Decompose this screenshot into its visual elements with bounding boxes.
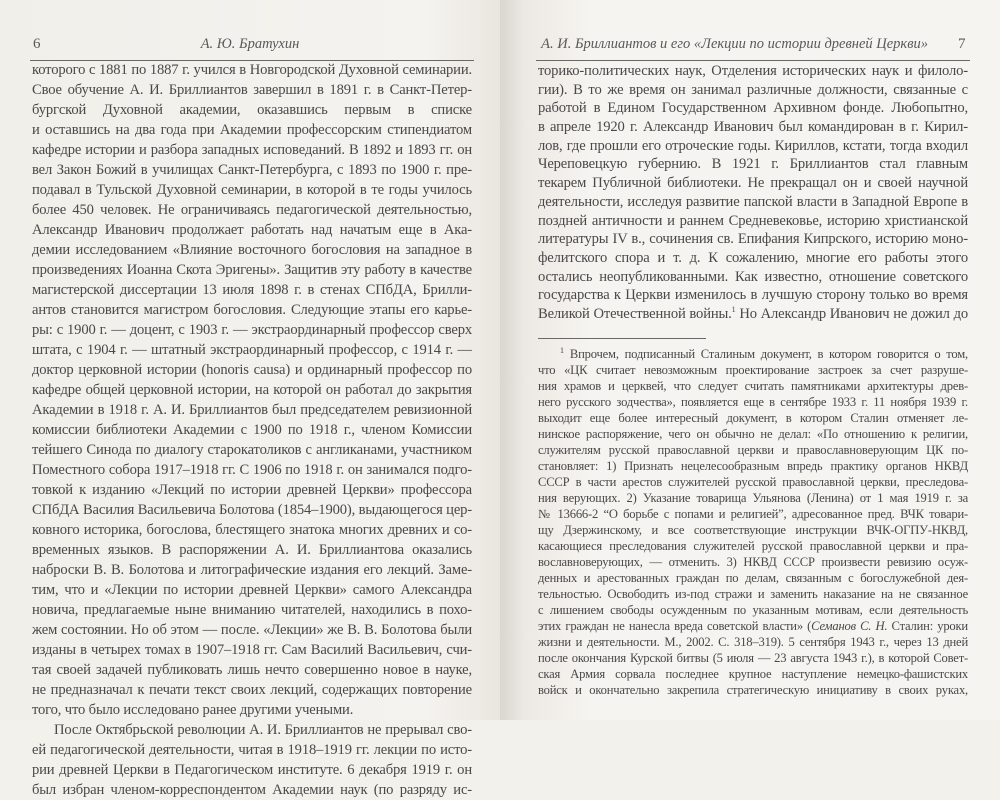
text-line: жем состоянии. Но об этом — после. «Лекции» же В. В. Болотова были xyxy=(32,622,472,638)
text-line: произведениях Иоанна Скота Эригены». Защитив эту работу в качестве xyxy=(32,262,472,278)
text-line xyxy=(538,618,968,634)
text-line: более 450 человек. Не ограничиваясь педагогической деятельностью, xyxy=(32,202,472,218)
text-line: тим, что и «Лекции по истории древней Церкви» самого Александра xyxy=(32,582,472,598)
text-line: был избран членом-корреспондентом Академии наук (по разряду ис- xyxy=(32,782,472,798)
text-line: вославноверующих, — отменить. 3) НКВД СССР произвести ревизию осуж- xyxy=(538,555,968,569)
text-line: становляет: 1) Признать нецелесообразным впредь практику органов НКВД xyxy=(538,459,968,473)
header-rule xyxy=(536,60,970,61)
text-fragment: Но Александр Иванович не дожил до xyxy=(735,305,968,322)
text-line: с лишением свободы осужденным по указанным мотивам, если деятельность xyxy=(538,603,968,617)
text-line: и оставшись на два года при Академии профессорским стипендиатом xyxy=(32,122,472,138)
text-line: него русского зодчества», появляется еще в сентябре 1933 г. 11 ноября 1939 г. xyxy=(538,395,968,409)
text-line: ния храмов и церквей, что следует считать памятниками архитектуры древ- xyxy=(538,379,968,393)
text-line: подавал в Тульской Духовной семинарии, в которой в те годы училось xyxy=(32,182,472,198)
text-line: торико-политических наук, Отделения исторических наук и филоло- xyxy=(538,63,968,79)
text-fragment: Великой Отечественной войны. xyxy=(538,305,732,322)
text-fragment: этих граждан не нанесла вреда советской власти» ( xyxy=(538,619,812,633)
running-header: А. И. Бриллиантов и его «Лекции по истории древней Церкви» xyxy=(541,36,928,52)
text-line: ковного историка, богослова, блестящего знатока многих древних и со- xyxy=(32,522,472,538)
text-line: которого с 1881 по 1887 г. учился в Новгородской Духовной семинарии. xyxy=(32,62,472,78)
text-line: Академии в 1918 г. А. И. Бриллиантов был председателем ревизионной xyxy=(32,402,472,418)
text-line xyxy=(538,346,968,362)
text-line: остались неопубликованными. Как известно, отношение советского xyxy=(538,268,968,285)
text-line: выходит еще более интересный документ, в котором Сталин отменяет ле- xyxy=(538,411,968,425)
text-line: кафедре общей церковной истории, на которой он работал до закрытия xyxy=(32,382,472,398)
text-line: тельностью. Освободить из-под стражи и заменить наказание на не связанное xyxy=(538,587,968,601)
text-line: войск и окончательно закрепила стратегическую инициативу в своих руках, xyxy=(538,683,968,697)
text-line: после окончания Курской битвы (5 июля — 23 августа 1943 г.), в которой Совет- xyxy=(538,651,968,665)
text-line: лов, где прошли его отроческие годы. Кириллов, кстати, тогда входил xyxy=(538,137,968,154)
text-line: После Октябрьской революции А. И. Бриллиантов не прерывал сво- xyxy=(54,722,472,738)
footnote-marker: 1 xyxy=(560,346,564,355)
text-line: рии древней Церкви в Педагогическом институте. 6 декабря 1919 г. он xyxy=(32,762,472,778)
text-line: СССР в части арестов служителей русской православной церкви, преследова- xyxy=(538,475,968,489)
page-number: 7 xyxy=(958,36,966,52)
text-line: кафедре истории и разбора западных исповеданий. В 1892 и 1893 гг. он xyxy=(32,142,472,158)
text-line xyxy=(538,305,968,324)
text-line: служителям русской православной церкви и православноверующим ЦК по- xyxy=(538,443,968,457)
text-line: Свое обучение А. И. Бриллиантов завершил в 1891 г. в Санкт-Петер- xyxy=(32,82,472,98)
text-line: вел Закон Божий в училищах Санкт-Петербурга, с 1893 по 1900 г. пре- xyxy=(32,162,472,178)
text-line: магистерской диссертации 13 июля 1898 г. в стенах СПбДА, Брилли- xyxy=(32,282,472,298)
body-text xyxy=(538,62,968,324)
text-line: временных языков. В распоряжении А. И. Бриллиантова оказались xyxy=(32,542,472,558)
text-line: Поместного собора 1917–1918 гг. С 1906 по 1918 г. он занимался подго- xyxy=(32,462,472,478)
footnote-reference[interactable]: 1 xyxy=(731,305,736,315)
left-page xyxy=(0,0,500,798)
text-line: текарем Публичной библиотеки. Не прекращал он и своей научной xyxy=(538,175,968,192)
text-line: штата, с 1904 г. — штатный экстраординарный профессор, с 1914 г. — xyxy=(32,342,472,358)
text-line: того, что было исследовано ранее другими учеными. xyxy=(32,702,354,718)
text-line: изданы в четырех томах в 1907–1918 гг. Сам Василий Васильевич, счи- xyxy=(32,642,472,658)
text-line: СПбДА Василия Васильевича Болотова (1854–1900), выдающегося цер- xyxy=(32,502,472,518)
text-line: государства к Церкви изменилось в лучшую сторону только во время xyxy=(538,287,968,304)
text-line: Череповецкую губернию. В 1921 г. Бриллиантов стал главным xyxy=(538,156,968,173)
text-line: деятельности, исследуя развитие папской власти в Западной Европе в xyxy=(538,193,968,210)
text-line: товкой к изданию «Лекций по истории древней Церкви» профессора xyxy=(32,482,472,498)
text-line: не предназначал к печати текст своих лекций, содержащих повторение xyxy=(32,682,472,698)
text-line: ния верующих. 2) Указание товарища Ульянова (Ленина) от 1 мая 1919 г. за xyxy=(538,491,968,505)
text-line: комиссии библиотеки Академии с 1900 по 1918 г., членом Комиссии xyxy=(32,422,472,438)
body-text xyxy=(32,60,472,800)
text-line: Александр Иванович продолжает работать над начатым еще в Ака- xyxy=(32,222,472,238)
text-line: бургской Духовной академии, оказавшись первым в списке xyxy=(32,102,472,118)
page-number: 6 xyxy=(33,36,41,52)
footnote-rule xyxy=(538,338,706,339)
text-line: наброски В. В. Болотова и литографические издания его лекций. Заме- xyxy=(32,562,472,578)
running-header: А. Ю. Братухин xyxy=(200,36,300,52)
right-page xyxy=(500,0,1000,720)
text-line: в апреле 1920 г. Александр Иванович был командирован в г. Кирил- xyxy=(538,119,968,136)
text-fragment: Впрочем, подписанный Сталиным документ, в котором говорится о том, xyxy=(569,347,968,361)
text-line: нинское распоряжение, чего он обычно не делал: «По отношению к религии, xyxy=(538,427,968,441)
text-line: антов становится магистром богословия. Следующие этапы его карье- xyxy=(32,302,472,318)
text-line: литературы IV в., сочинения св. Епифания Кипрского, историю моно- xyxy=(538,231,968,248)
text-line: демии исследованием «Влияние восточного богословия на западное в xyxy=(32,242,472,258)
text-line: гии). В то же время он занимал различные должности, связанные с xyxy=(538,81,968,98)
citation-author: Семанов С. Н. xyxy=(811,619,888,633)
text-line: ская Армия сорвала последнее крупное наступление немецко-фашистских xyxy=(538,667,968,681)
text-line: фелитского спора и т. д. К сожалению, многие его работы этого xyxy=(538,249,968,266)
text-fragment: Сталин: уроки xyxy=(887,619,968,633)
text-line: работой в Едином Государственном Архивном фонде. Любопытно, xyxy=(538,100,968,117)
text-line: касающиеся преследования служителей русской православной церкви и пра- xyxy=(538,539,968,553)
text-line: доктор церковной истории (honoris causa) и ординарный профессор по xyxy=(32,362,472,378)
text-line: № 13666-2 “О борьбе с попами и религией”, адресованное пред. ВЧК товари- xyxy=(538,507,968,521)
text-line: тейшего Синода по диалогу старокатоликов с англиканами, участником xyxy=(32,442,472,458)
text-line: новича, предлагаемые ныне вниманию читателей, находились в похо- xyxy=(32,602,472,618)
text-line: денных и арестованных граждан по делам, связанным с богослужебной дея- xyxy=(538,571,968,585)
text-line: ры: с 1900 г. — доцент, с 1903 г. — экстраординарный профессор сверх xyxy=(32,322,472,338)
text-line: щу Дзержинскому, и все соответствующие инструкции ВЧК-ОГПУ-НКВД, xyxy=(538,523,968,537)
text-line: жизни и деятельности. М., 2002. С. 318–319). 5 сентября 1943 г., через 13 дней xyxy=(538,635,968,649)
text-line: что «ЦК считает невозможным проектирование застроек за счет разруше- xyxy=(538,363,968,377)
footnote xyxy=(538,346,968,698)
text-line: ей педагогической деятельности, читая в 1918–1919 гг. лекции по исто- xyxy=(32,742,472,758)
text-line: поздней античности и раннем Средневековье, историю христианской xyxy=(538,212,968,229)
text-line: тая своей задачей публиковать лишь нечто совершенно новое в науке, xyxy=(32,662,472,678)
